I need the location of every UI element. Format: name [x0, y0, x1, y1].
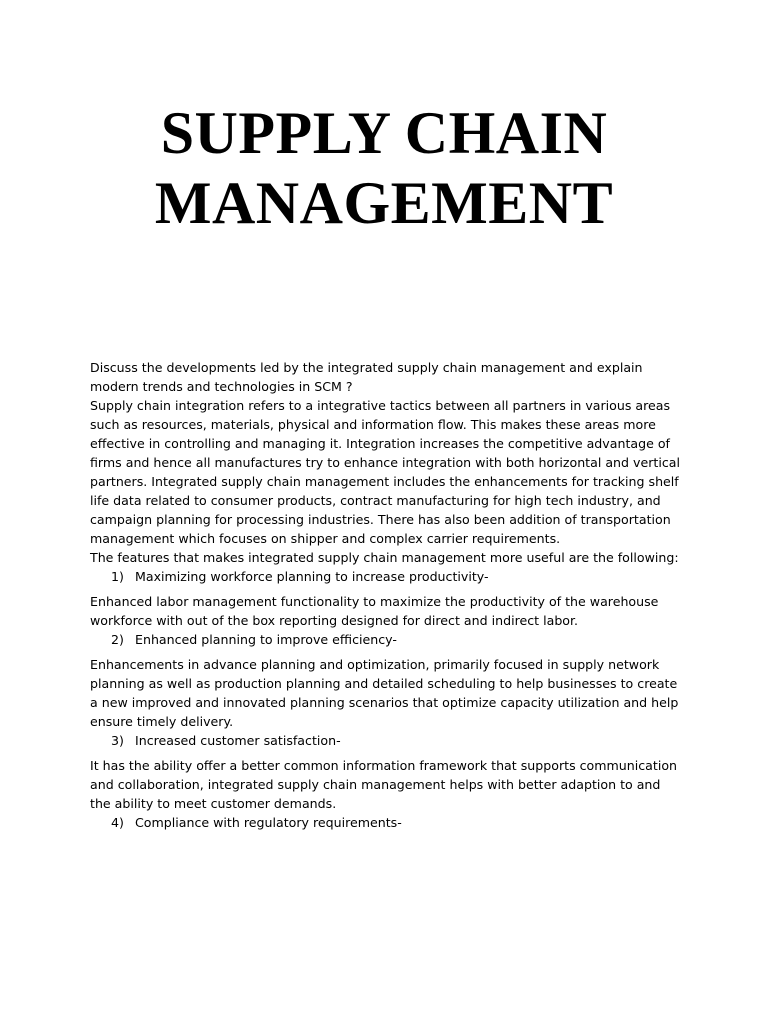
- list-heading: Increased customer satisfaction-: [135, 733, 341, 748]
- intro-paragraph: Supply chain integration refers to a integrative tactics between all partners in various areas such as resources, materials, physical and information flow. This makes these areas more effective in controlling and managing it. Integration increases the competitive advantage of firms and hence all manufactures try to enhance integration with both horizontal and vertical partners. Integrated supply chain management includes the enhancements for tracking shelf life data related to consumer products, contract manufacturing for high tech industry, and campaign planning for processing industries. There has also been addition of transportation management which focuses on shipper and complex carrier requirements.: [90, 398, 680, 546]
- list-number: 2): [111, 632, 124, 647]
- feature-paragraph: Enhancements in advance planning and optimization, primarily focused in supply network planning as well as production planning and detailed scheduling to help businesses to create a new improved and innovated planning scenarios that optimize capacity utilization and help ensure timely delivery.: [90, 657, 679, 729]
- list-item: [90, 731, 680, 750]
- list-number: 1): [111, 569, 124, 584]
- feature-paragraph: Enhanced labor management functionality to maximize the productivity of the warehouse workforce with out of the box reporting designed for direct and indirect labor.: [90, 594, 659, 628]
- document-title: [0, 98, 768, 238]
- document-body: [90, 358, 680, 838]
- list-item: [90, 567, 680, 586]
- question-paragraph: Discuss the developments led by the integrated supply chain management and explain modern trends and technologies in SCM ?: [90, 360, 643, 394]
- title-line-1: SUPPLY CHAIN: [160, 100, 608, 166]
- list-heading: Enhanced planning to improve efficiency-: [135, 632, 397, 647]
- list-number: 4): [111, 815, 124, 830]
- feature-paragraph: It has the ability offer a better common information framework that supports communication and collaboration, integrated supply chain management helps with better adaption to and the ability to meet customer demands.: [90, 758, 678, 811]
- features-lead: The features that makes integrated supply chain management more useful are the following:: [90, 550, 679, 565]
- list-item: [90, 630, 680, 649]
- list-heading: Compliance with regulatory requirements-: [135, 815, 402, 830]
- title-line-2: MANAGEMENT: [154, 170, 614, 236]
- list-heading: Maximizing workforce planning to increase productivity-: [135, 569, 489, 584]
- list-item: [90, 813, 680, 832]
- list-number: 3): [111, 733, 124, 748]
